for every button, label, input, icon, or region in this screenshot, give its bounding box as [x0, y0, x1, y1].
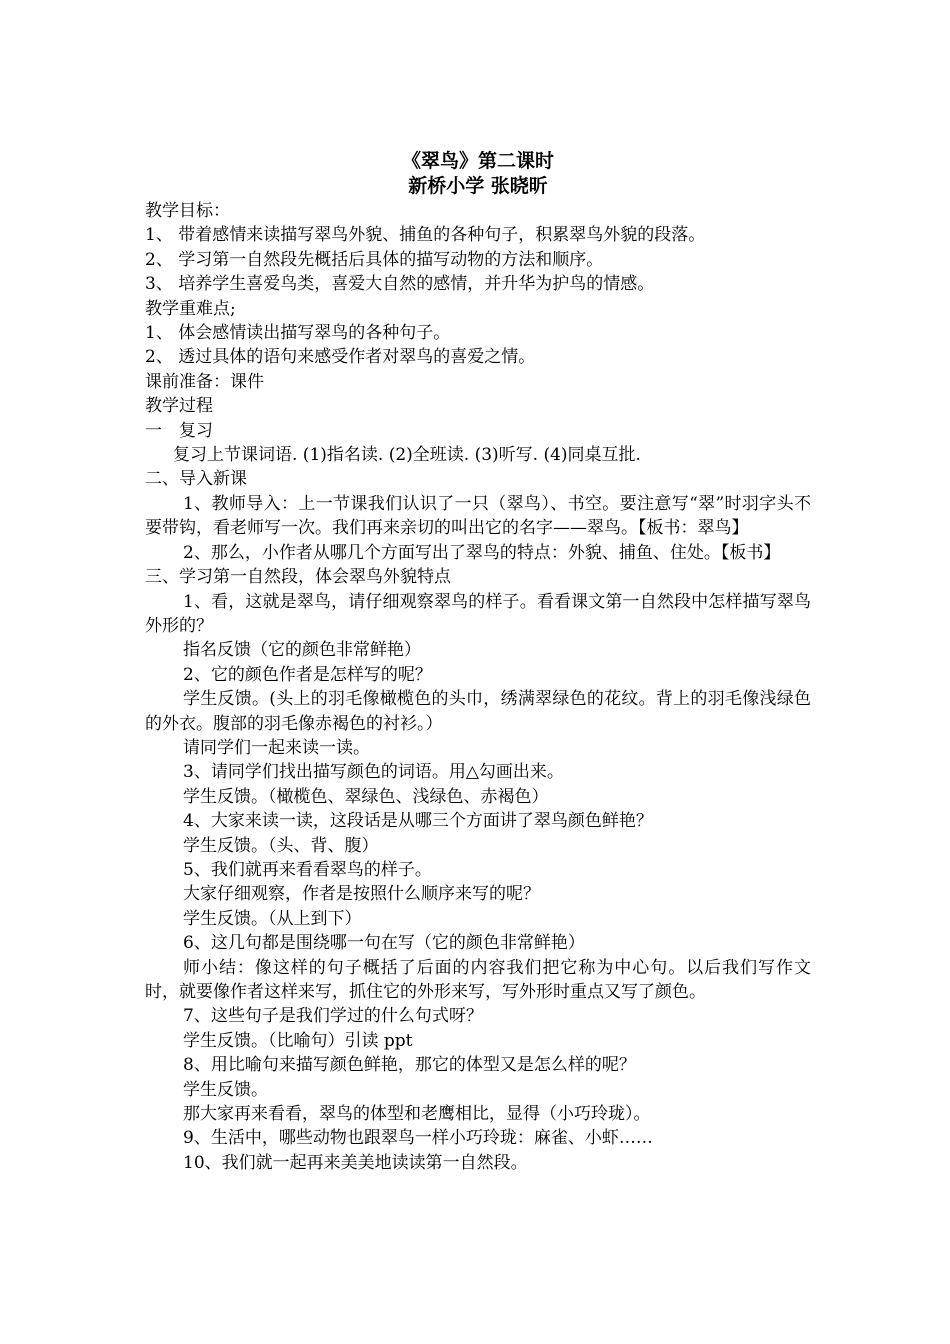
goal-item: 1、 带着感情来读描写翠鸟外貌、捕鱼的各种句子，积累翠鸟外貌的段落。 [145, 225, 706, 246]
text-line: 指名反馈（它的颜色非常鲜艳） [183, 640, 421, 661]
section-study-heading: 三、学习第一自然段，体会翠鸟外貌特点 [145, 567, 451, 588]
goal-item: 3、 培养学生喜爱鸟类，喜爱大自然的感情，并升华为护鸟的情感。 [145, 274, 655, 295]
paragraph: 2、那么，小作者从哪几个方面写出了翠鸟的特点：外貌、捕鱼、住处。【板书】 [183, 542, 781, 563]
key-point-item: 2、 透过具体的语句来感受作者对翠鸟的喜爱之情。 [145, 347, 536, 368]
text-line: 9、生活中，哪些动物也跟翠鸟一样小巧玲珑：麻雀、小虾…… [183, 1128, 653, 1149]
section-review-heading: 一 复习 [145, 420, 213, 441]
section-review-text: 复习上节课词语. (1)指名读. (2)全班读. (3)听写. (4)同桌互批. [173, 445, 641, 466]
text-line: 3、请同学们找出描写颜色的词语。用△勾画出来。 [183, 762, 564, 783]
text-line: 学生反馈。 [183, 1079, 268, 1100]
text-line: 大家仔细观察，作者是按照什么顺序来写的呢？ [183, 884, 540, 905]
text-line: 7、这些句子是我们学过的什么句式呀？ [183, 1006, 483, 1027]
text-line: 4、大家来读一读，这段话是从哪三个方面讲了翠鸟颜色鲜艳？ [183, 811, 653, 832]
document-title: 《翠鸟》第二课时 [401, 150, 554, 172]
text-line: 请同学们一起来读一读。 [183, 737, 370, 758]
text-line: 8、用比喻句来描写颜色鲜艳，那它的体型又是怎么样的呢？ [183, 1055, 636, 1076]
key-point-item: 1、 体会感情读出描写翠鸟的各种句子。 [145, 323, 451, 344]
goal-item: 2、 学习第一自然段先概括后具体的描写动物的方法和顺序。 [145, 249, 604, 270]
paragraph: 1、看，这就是翠鸟，请仔细观察翠鸟的样子。看看课文第一自然段中怎样描写翠鸟外形的？ [145, 591, 811, 636]
text-line: 2、它的颜色作者是怎样写的呢？ [183, 664, 432, 685]
process-heading: 教学过程 [145, 396, 213, 417]
preparation: 课前准备：课件 [145, 371, 264, 392]
text-line: 5、我们就再来看看翠鸟的样子。 [183, 859, 432, 880]
document-subtitle: 新桥小学 张晓昕 [408, 175, 548, 197]
text-line: 学生反馈。（橄榄色、翠绿色、浅绿色、赤褐色） [183, 786, 549, 807]
text-line: 学生反馈。（从上到下） [183, 908, 362, 929]
text-line: 那大家再来看看，翠鸟的体型和老鹰相比，显得（小巧玲珑）。 [183, 1104, 651, 1125]
section-intro-heading: 二、导入新课 [145, 469, 247, 490]
goals-heading: 教学目标： [145, 201, 230, 221]
text-line: 10、我们就一起再来美美地读读第一自然段。 [183, 1152, 528, 1173]
text-line: 学生反馈。（比喻句）引读 ppt [183, 1030, 413, 1051]
text-line: 学生反馈。（头、背、腹） [183, 835, 379, 856]
paragraph: 师小结：像这样的句子概括了后面的内容我们把它称为中心句。以后我们写作文时，就要像作者这样来写，抓住它的外形来写，写外形时重点又写了颜色。 [145, 957, 811, 1002]
text-line: 6、这几句都是围绕哪一句在写（它的颜色非常鲜艳） [183, 933, 585, 954]
paragraph: 1、教师导入：上一节课我们认识了一只（翠鸟）、书空。要注意写“翠”时羽字头不要带钩，看老师写一次。我们再来亲切的叫出它的名字——翠鸟。【板书：翠鸟】 [145, 493, 811, 539]
document-page [145, 149, 811, 1175]
paragraph: 学生反馈。(头上的羽毛像橄榄色的头巾，绣满翠绿色的花纹。背上的羽毛像浅绿色的外衣。腹部的羽毛像赤褐色的衬衫。） [145, 689, 811, 734]
key-points-heading: 教学重难点; [145, 298, 236, 319]
